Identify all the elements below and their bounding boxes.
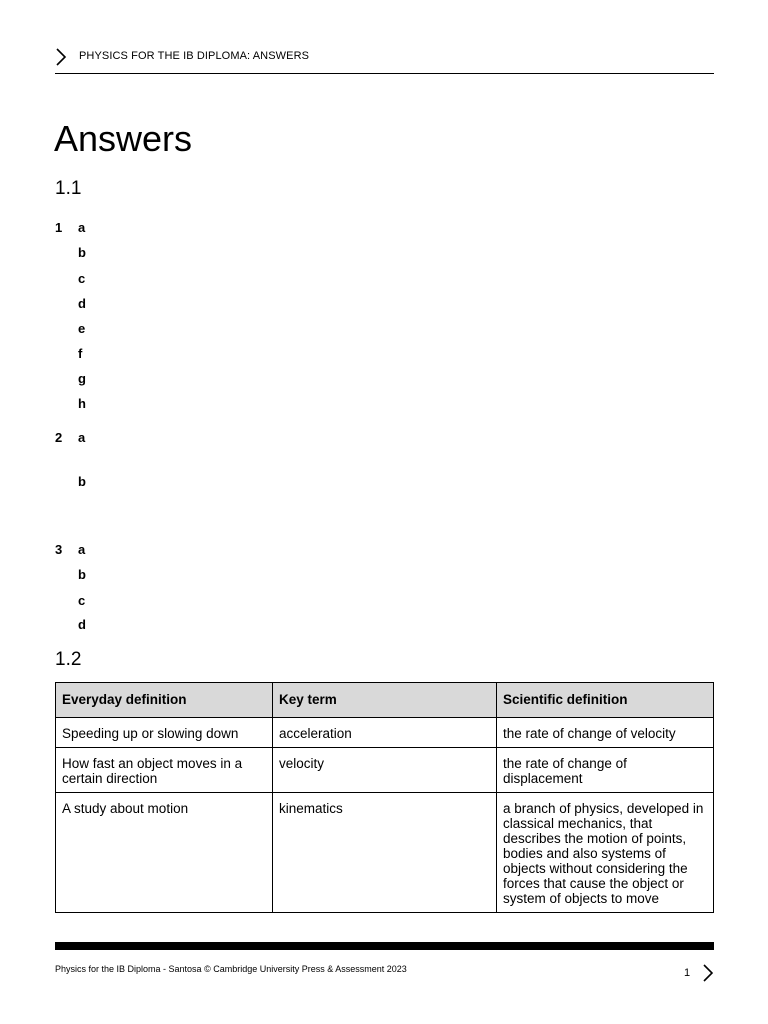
question-number: 2 — [55, 430, 63, 445]
table-row — [56, 748, 714, 793]
question-part: b — [78, 567, 86, 582]
chevron-right-icon[interactable] — [703, 964, 713, 982]
question-part: b — [78, 474, 86, 489]
question-part: h — [78, 396, 86, 411]
column-header: Scientific definition — [497, 683, 714, 718]
page-header — [55, 46, 714, 74]
definitions-table — [55, 682, 714, 913]
question-part: d — [78, 296, 86, 311]
table-cell: the rate of change of displacement — [497, 748, 714, 793]
question-number: 1 — [55, 220, 63, 235]
question-part: b — [78, 245, 86, 260]
question-part: a — [78, 430, 86, 445]
section-heading: 1.1 — [55, 178, 82, 199]
question-part: c — [78, 271, 86, 286]
footer-divider — [55, 942, 714, 950]
page-title: Answers — [54, 118, 193, 159]
table-cell: A study about motion — [56, 793, 273, 913]
table-cell: How fast an object moves in a certain direction — [56, 748, 273, 793]
chevron-right-icon — [55, 48, 67, 66]
question-part: f — [78, 346, 83, 361]
table-cell: kinematics — [273, 793, 497, 913]
question-part: a — [78, 542, 86, 557]
table-cell: a branch of physics, developed in classical mechanics, that describes the motion of points, bodies and also systems of objects without considering the forces that cause the object or system of objects to move — [497, 793, 714, 913]
table-cell: Speeding up or slowing down — [56, 718, 273, 748]
table-header-row — [56, 683, 714, 718]
question-part: g — [78, 371, 86, 386]
table-row — [56, 718, 714, 748]
question-part: a — [78, 220, 86, 235]
table-cell: the rate of change of velocity — [497, 718, 714, 748]
section-heading: 1.2 — [55, 649, 82, 670]
question-part: d — [78, 617, 86, 632]
column-header: Key term — [273, 683, 497, 718]
table-cell: velocity — [273, 748, 497, 793]
header-title: PHYSICS FOR THE IB DIPLOMA: ANSWERS — [79, 50, 310, 62]
question-part: e — [78, 321, 86, 336]
question-part: c — [78, 593, 86, 608]
table-cell: acceleration — [273, 718, 497, 748]
footer-copyright: Physics for the IB Diploma - Santosa © Cambridge University Press & Assessment 2023 — [55, 964, 407, 974]
column-header: Everyday definition — [56, 683, 273, 718]
page-number: 1 — [684, 967, 691, 979]
table-row — [56, 793, 714, 913]
question-number: 3 — [55, 542, 63, 557]
